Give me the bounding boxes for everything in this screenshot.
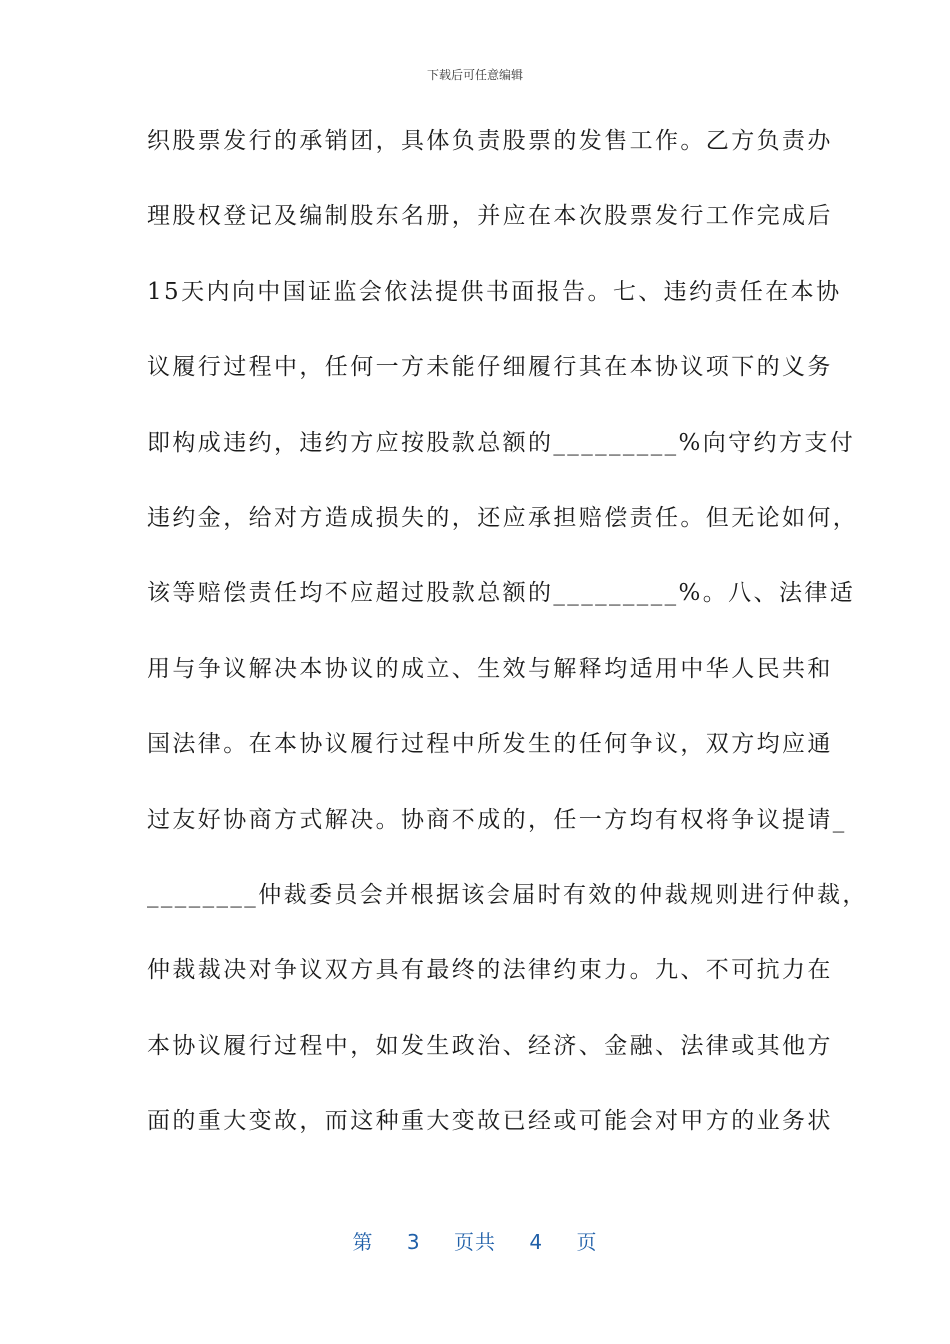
page-footer <box>0 1226 950 1255</box>
total-pages-number: 4 <box>529 1230 544 1254</box>
body-line: 该等赔偿责任均不应超过股款总额的_________%。八、法律适 <box>147 580 856 607</box>
footer-prefix: 第 <box>352 1230 374 1254</box>
body-line: 理股权登记及编制股东名册，并应在本次股票发行工作完成后 <box>147 203 833 230</box>
body-line: 即构成违约，违约方应按股款总额的_________%向守约方支付 <box>147 429 856 456</box>
body-line: 织股票发行的承销团，具体负责股票的发售工作。乙方负责办 <box>147 128 833 154</box>
current-page-number: 3 <box>406 1230 421 1254</box>
body-line: 违约金，给对方造成损失的，还应承担赔偿责任。但无论如何， <box>147 504 859 531</box>
body-line: 过友好协商方式解决。协商不成的，任一方均有权将争议提请_ <box>147 806 847 833</box>
footer-suffix: 页 <box>576 1230 598 1254</box>
body-line: 面的重大变故，而这种重大变故已经或可能会对甲方的业务状 <box>147 1108 833 1135</box>
body-line: ________仲裁委员会并根据该会届时有效的仲裁规则进行仲裁， <box>147 881 868 908</box>
footer-middle: 页共 <box>454 1230 496 1254</box>
document-body <box>147 122 868 1177</box>
body-line: 仲裁裁决对争议双方具有最终的法律约束力。九、不可抗力在 <box>147 957 833 984</box>
body-line: 议履行过程中，任何一方未能仔细履行其在本协议项下的义务 <box>147 354 833 381</box>
body-line: 国法律。在本协议履行过程中所发生的任何争议，双方均应通 <box>147 731 833 758</box>
body-line: 本协议履行过程中，如发生政治、经济、金融、法律或其他方 <box>147 1032 833 1059</box>
body-line: 用与争议解决本协议的成立、生效与解释均适用中华人民共和 <box>147 655 833 682</box>
page-header: 下载后可任意编辑 <box>426 68 523 82</box>
body-line: 15天内向中国证监会依法提供书面报告。七、违约责任在本协 <box>147 278 842 305</box>
